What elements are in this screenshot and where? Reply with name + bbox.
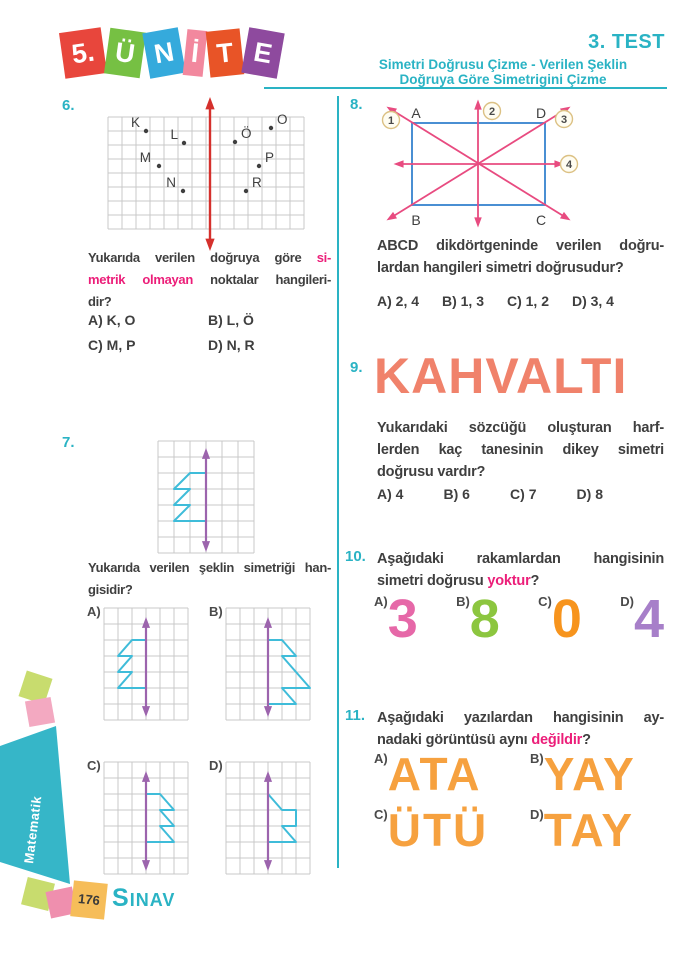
q9-text xyxy=(377,417,664,483)
page-number: 176 xyxy=(77,890,101,909)
q10-text xyxy=(377,548,664,592)
q10-text-line2 xyxy=(377,570,664,592)
q10-choice-d-label: D) xyxy=(620,594,634,609)
q9-word: KAHVALTI xyxy=(374,348,628,404)
text-segment: metrik olmayan xyxy=(88,272,194,287)
q9-option-b: B) 6 xyxy=(443,486,470,502)
figure-canvas xyxy=(102,606,190,722)
q11-choice-b-label: B) xyxy=(530,751,544,766)
unit-logo-tile: 5. xyxy=(59,27,107,78)
q11-choice-c-label: C) xyxy=(374,807,388,822)
q8-text-line1: ABCD dikdörtgeninde verilen doğru- xyxy=(377,238,664,254)
q10-choice-c-label: C) xyxy=(538,594,552,609)
figure-canvas xyxy=(102,93,316,253)
q11-choice-a-label: A) xyxy=(374,751,388,766)
q6-option-c: C) M, P xyxy=(88,337,136,353)
q8-option-d: D) 3, 4 xyxy=(571,293,614,309)
unit-logo-tile: T xyxy=(206,28,245,77)
unit-logo-tile: N xyxy=(142,27,185,79)
svg-text:N: N xyxy=(166,175,176,190)
q10-choice-a-digit: 3 xyxy=(387,589,418,649)
unit-logo xyxy=(62,30,284,76)
q9-option-a: A) 4 xyxy=(377,486,404,502)
q11-choice-c xyxy=(374,804,530,856)
q7-choice-c-figure xyxy=(102,760,190,881)
svg-text:O: O xyxy=(277,112,288,127)
q9-option-d: D) 8 xyxy=(576,486,603,502)
q10-choice-b xyxy=(456,591,500,647)
column-divider xyxy=(337,96,339,868)
q9-options xyxy=(377,486,603,502)
q6-text-line1 xyxy=(88,247,331,269)
q9-text-line2: lerden kaç tanesinin dikey simetri xyxy=(377,442,664,458)
svg-text:R: R xyxy=(252,175,262,190)
q8-text-line2: lardan hangileri simetri doğrusudur? xyxy=(377,260,624,276)
q11-choice-a-word: ATA xyxy=(387,748,482,800)
svg-text:D: D xyxy=(535,105,547,121)
subject-band-label: Matematik xyxy=(21,794,45,865)
svg-text:1: 1 xyxy=(387,115,395,127)
q11-text-line1: Aşağıdaki yazılardan hangisinin ay- xyxy=(377,710,664,726)
q10-choices xyxy=(374,591,664,647)
header-rule xyxy=(264,87,667,89)
q8-option-a: A) 2, 4 xyxy=(377,293,420,309)
figure-canvas xyxy=(156,439,256,557)
decor-square-pink-top xyxy=(25,697,55,727)
q6-option-d: D) N, R xyxy=(208,337,255,353)
q6-options-row1 xyxy=(88,312,322,328)
q7-number: 7. xyxy=(62,434,75,451)
svg-text:C: C xyxy=(535,212,547,228)
q7-text-line1: Yukarıda verilen şeklin simetriği han- xyxy=(88,560,331,575)
q8-option-c: C) 1, 2 xyxy=(506,293,549,309)
q7-text xyxy=(88,557,331,601)
q10-choice-d xyxy=(620,591,664,647)
q11-number: 11. xyxy=(345,707,366,724)
q10-choice-a xyxy=(374,591,418,647)
q9-text-line1: Yukarıdaki sözcüğü oluşturan harf- xyxy=(377,420,664,436)
q7-text-line2: gisidir? xyxy=(88,582,133,597)
q9-text-line3: doğrusu vardır? xyxy=(377,464,486,480)
page-number-badge xyxy=(70,880,108,919)
q10-text-line1: Aşağıdaki rakamlardan hangisinin xyxy=(377,551,664,567)
q10-choice-d-digit: 4 xyxy=(633,589,664,649)
test-title-line1: Simetri Doğrusu Çizme - Verilen Şeklin xyxy=(378,57,628,72)
q6-option-a: A) K, O xyxy=(88,312,136,328)
svg-text:L: L xyxy=(170,127,178,142)
text-segment: yoktur xyxy=(487,573,531,589)
test-title xyxy=(340,57,666,87)
unit-logo-tile: Ü xyxy=(104,28,146,79)
q7-figure xyxy=(156,439,256,562)
q9-option-c: C) 7 xyxy=(510,486,537,502)
figure-canvas xyxy=(224,606,312,722)
q11-choice-d-word: TAY xyxy=(543,804,635,856)
q11-choice-b-word: YAY xyxy=(543,748,636,800)
svg-text:2: 2 xyxy=(488,106,496,118)
q7-choice-c-label: C) xyxy=(87,758,101,773)
q10-choice-b-label: B) xyxy=(456,594,470,609)
q8-number: 8. xyxy=(350,96,363,113)
q8-options xyxy=(377,293,614,309)
q10-number: 10. xyxy=(345,548,366,565)
text-segment: değildir xyxy=(531,732,583,748)
q6-option-b: B) L, Ö xyxy=(208,312,254,328)
svg-text:A: A xyxy=(411,105,421,121)
q6-text xyxy=(88,247,331,313)
q7-choice-d-figure xyxy=(224,760,312,881)
q8-option-b: B) 1, 3 xyxy=(441,293,484,309)
q10-choice-c xyxy=(538,591,582,647)
text-segment: ? xyxy=(530,573,540,589)
publisher-logo-rest: INAV xyxy=(129,890,176,910)
svg-text:K: K xyxy=(130,115,140,130)
q7-choice-d-label: D) xyxy=(209,758,223,773)
q10-choice-b-digit: 8 xyxy=(469,589,500,649)
q9-number: 9. xyxy=(350,359,363,376)
unit-logo-tile: E xyxy=(241,27,284,79)
text-segment: nadaki görüntüsü aynı xyxy=(377,732,532,748)
text-segment: Yukarıda verilen doğruya göre xyxy=(88,250,317,265)
q7-choice-b-figure xyxy=(224,606,312,727)
q11-choice-c-word: ÜTÜ xyxy=(387,804,489,856)
text-segment: ? xyxy=(582,732,591,748)
q7-choice-a-figure xyxy=(102,606,190,727)
text-segment: si- xyxy=(316,250,331,265)
text-segment: simetri doğrusu xyxy=(377,573,488,589)
test-title-line2: Doğruya Göre Simetrigini Çizme xyxy=(399,72,607,87)
svg-text:4: 4 xyxy=(565,159,573,171)
svg-text:M: M xyxy=(139,150,151,165)
figure-canvas xyxy=(224,760,312,876)
q11-choice-b xyxy=(530,748,673,800)
q11-choice-d-label: D) xyxy=(530,807,544,822)
q8-text xyxy=(377,235,664,279)
svg-text:B: B xyxy=(411,212,421,228)
q8-figure xyxy=(352,94,652,239)
svg-text:Ö: Ö xyxy=(241,126,252,141)
publisher-logo-initial: S xyxy=(112,884,130,912)
svg-text:P: P xyxy=(265,150,275,165)
q6-options xyxy=(88,312,322,362)
q11-choice-d xyxy=(530,804,673,856)
q7-choice-a-label: A) xyxy=(87,604,101,619)
svg-text:3: 3 xyxy=(560,114,568,126)
q10-choice-a-label: A) xyxy=(374,594,388,609)
q6-text-line3: dir? xyxy=(88,294,112,309)
text-segment: noktalar hangileri- xyxy=(193,272,331,287)
q11-choices xyxy=(374,748,673,856)
publisher-logo xyxy=(112,884,175,913)
q10-choice-c-digit: 0 xyxy=(551,589,582,649)
q6-number: 6. xyxy=(62,97,75,114)
q6-options-row2 xyxy=(88,337,322,353)
q6-figure xyxy=(102,93,316,258)
figure-canvas xyxy=(102,760,190,876)
q11-text xyxy=(377,707,664,751)
test-number-label: 3. TEST xyxy=(588,31,665,53)
q6-text-line2 xyxy=(88,269,331,291)
q11-choice-a xyxy=(374,748,530,800)
figure-canvas xyxy=(352,94,652,234)
unit-logo-tile: İ xyxy=(183,29,208,77)
q7-choice-b-label: B) xyxy=(209,604,223,619)
